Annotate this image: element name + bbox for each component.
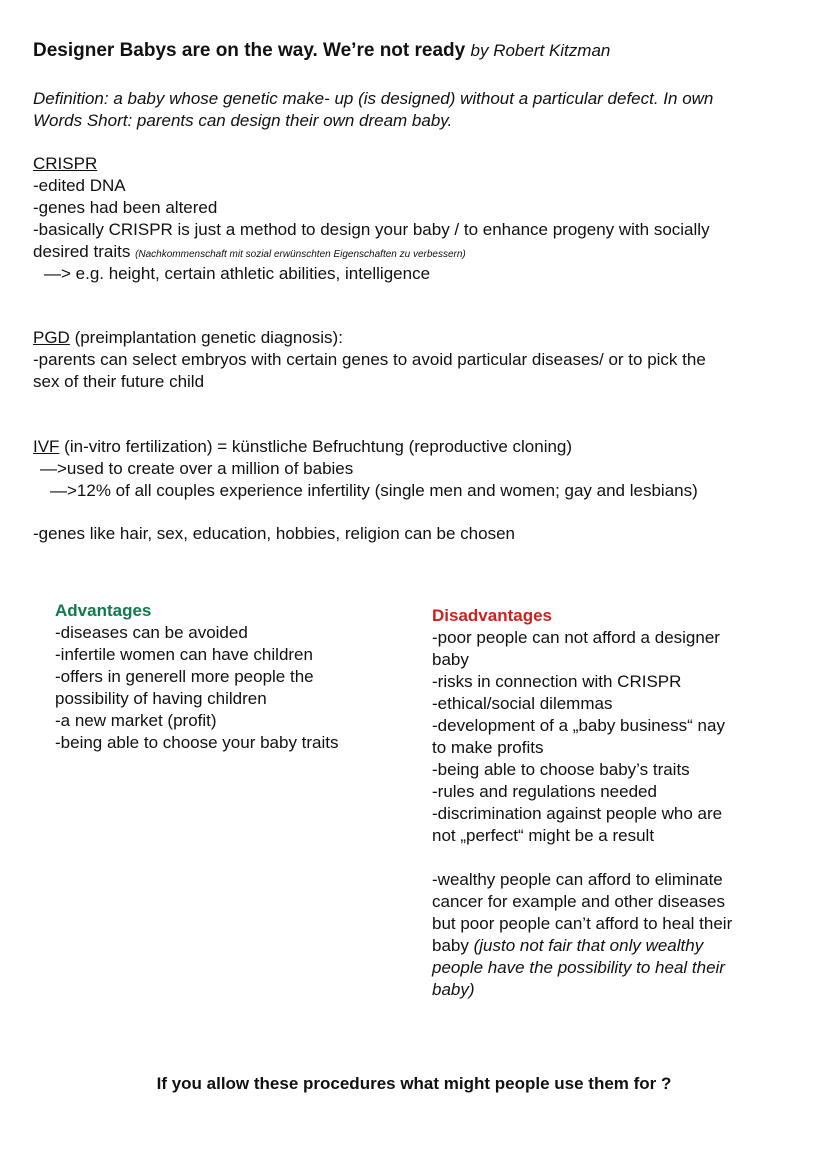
title-main: Designer Babys are on the way. We’re not ready [33, 40, 466, 61]
pgd-heading: PGD [33, 328, 70, 347]
wealthy-baby: baby [432, 936, 474, 955]
advantages-item: -a new market (profit) [55, 711, 217, 730]
wealthy-line: but poor people can’t afford to heal their [432, 914, 733, 933]
disadvantages-item: baby [432, 650, 469, 669]
disadvantages-item: -development of a „baby business“ nay [432, 716, 725, 735]
definition-line-1: Definition: a baby whose genetic make- up (is designed) without a particular defect. In own [33, 89, 714, 108]
crispr-line: -edited DNA [33, 176, 126, 195]
wealthy-line: -wealthy people can afford to eliminate [432, 870, 723, 889]
advantages-item: -infertile women can have children [55, 645, 313, 664]
advantages-item: -diseases can be avoided [55, 623, 248, 642]
advantages-item: -offers in generell more people the [55, 667, 314, 686]
advantages-heading: Advantages [55, 601, 152, 620]
pgd-heading-rest: (preimplantation genetic diagnosis): [69, 328, 343, 347]
advantages-column [55, 600, 339, 754]
disadvantages-column [432, 605, 732, 1001]
genes-line: -genes like hair, sex, education, hobbies, religion can be chosen [33, 524, 515, 543]
wealthy-line: cancer for example and other diseases [432, 892, 725, 911]
crispr-heading: CRISPR [33, 154, 98, 173]
ivf-heading-rest: (in-vitro fertilization) = künstliche Befruchtung (reproductive cloning) [59, 437, 573, 456]
ivf-heading-line [33, 436, 572, 458]
wealthy-italic-start: (justo not fair that only wealthy [473, 936, 704, 955]
pgd-heading-line [33, 327, 343, 349]
crispr-line: -genes had been altered [33, 198, 218, 217]
crispr-desired: desired traits [33, 242, 131, 261]
document-title [33, 40, 610, 62]
crispr-note: (Nachkommenschaft mit sozial erwünschten Eigenschaften zu verbessern) [135, 249, 466, 260]
advantages-item: -being able to choose your baby traits [55, 733, 339, 752]
pgd-line: sex of their future child [33, 372, 205, 391]
ivf-line-1: —>used to create over a million of babies [40, 459, 354, 478]
spacer [432, 847, 732, 869]
disadvantages-item: -risks in connection with CRISPR [432, 672, 682, 691]
closing-question: If you allow these procedures what might people use them for ? [156, 1074, 672, 1093]
crispr-example: —> e.g. height, certain athletic abilities, intelligence [44, 264, 431, 283]
disadvantages-item: -poor people can not afford a designer [432, 628, 720, 647]
disadvantages-item: to make profits [432, 738, 544, 757]
title-byline: by Robert Kitzman [470, 41, 611, 60]
pgd-line: -parents can select embryos with certain genes to avoid particular diseases/ or to pick the [33, 350, 706, 369]
ivf-line-2: —>12% of all couples experience infertility (single men and women; gay and lesbians) [50, 481, 698, 500]
disadvantages-heading: Disadvantages [432, 606, 552, 625]
wealthy-line-mixed [432, 935, 732, 957]
ivf-heading: IVF [33, 437, 60, 456]
crispr-line: -basically CRISPR is just a method to design your baby / to enhance progeny with socially [33, 220, 710, 239]
wealthy-italic-line: baby) [432, 980, 475, 999]
disadvantages-item: not „perfect“ might be a result [432, 826, 655, 845]
definition-line-2: Words Short: parents can design their own dream baby. [33, 111, 453, 130]
wealthy-italic-line: people have the possibility to heal their [432, 958, 725, 977]
advantages-item: possibility of having children [55, 689, 267, 708]
disadvantages-item: -being able to choose baby’s traits [432, 760, 690, 779]
disadvantages-item: -rules and regulations needed [432, 782, 657, 801]
disadvantages-item: -discrimination against people who are [432, 804, 723, 823]
disadvantages-item: -ethical/social dilemmas [432, 694, 613, 713]
